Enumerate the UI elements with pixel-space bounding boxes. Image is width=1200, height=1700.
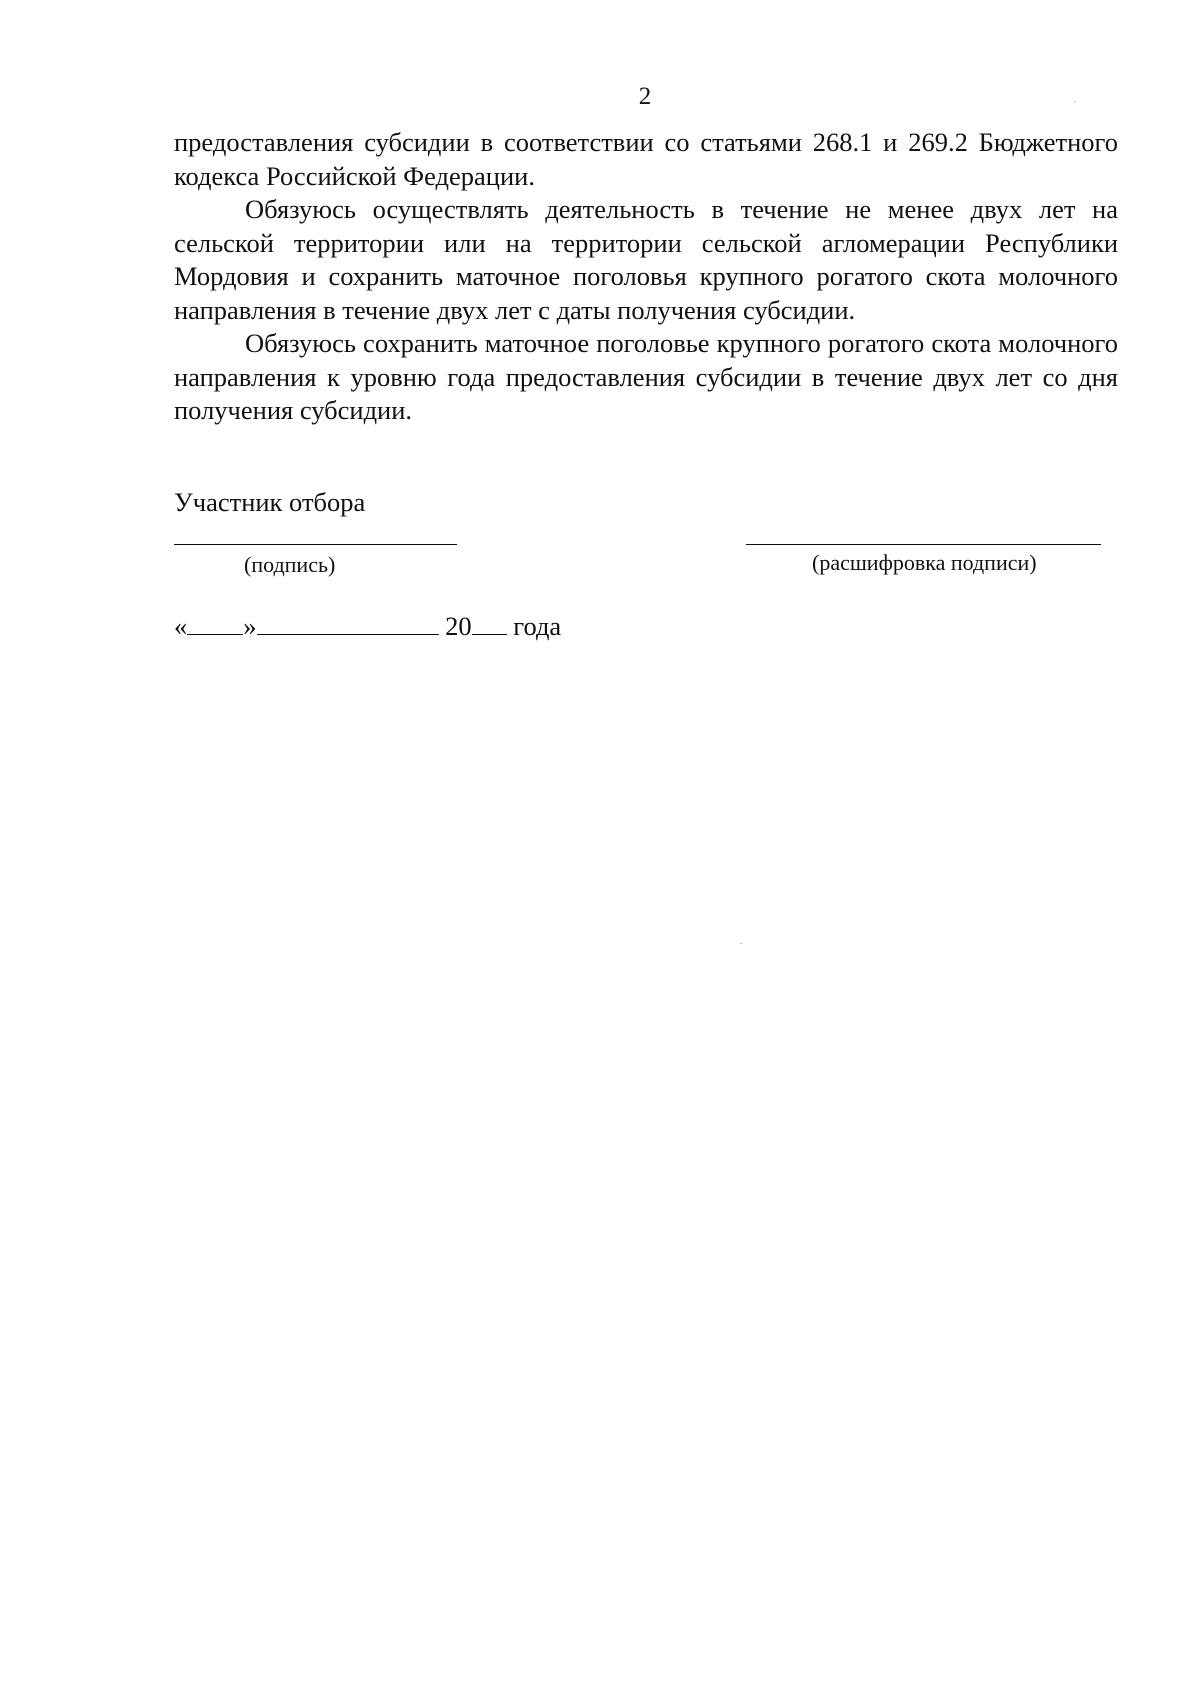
paragraph-continuation: предоставления субсидии в соответствии со статьями 268.1 и 269.2 Бюджетного кодекса Российской Федерации. [174, 127, 1118, 191]
date-month-blank [257, 610, 439, 635]
date-open-quote: « [174, 611, 188, 641]
signature-transcript-line [746, 544, 1101, 545]
date-year-blank [472, 610, 507, 635]
scan-speck [740, 943, 742, 944]
page-number: 2 [638, 83, 652, 110]
signature-caption: (подпись) [244, 552, 336, 577]
scan-speck [1074, 101, 1076, 102]
paragraph-livestock-obligation: Обязуюсь сохранить маточное поголовье крупного рогатого скота молочного направления к уровню года предоставления субсидии в течение двух лет со дня получения субсидии. [174, 328, 1118, 425]
signature-line [174, 544, 457, 545]
date-day-blank [187, 610, 243, 635]
date-close-quote: » [243, 611, 257, 641]
date-century: 20 [445, 611, 472, 641]
body-text [174, 126, 1118, 428]
signature-transcript-caption: (расшифровка подписи) [812, 550, 1037, 575]
date-suffix: года [513, 611, 562, 641]
participant-label: Участник отбора [174, 487, 366, 517]
date-row [174, 610, 561, 642]
paragraph-activity-obligation: Обязуюсь осуществлять деятельность в течение не менее двух лет на сельской территории или на территории сельской агломерации Республики Мордовия и сохранить маточное поголовья крупного рогатого скота молочного направления в течение двух лет с даты получения субсидии. [174, 194, 1118, 325]
